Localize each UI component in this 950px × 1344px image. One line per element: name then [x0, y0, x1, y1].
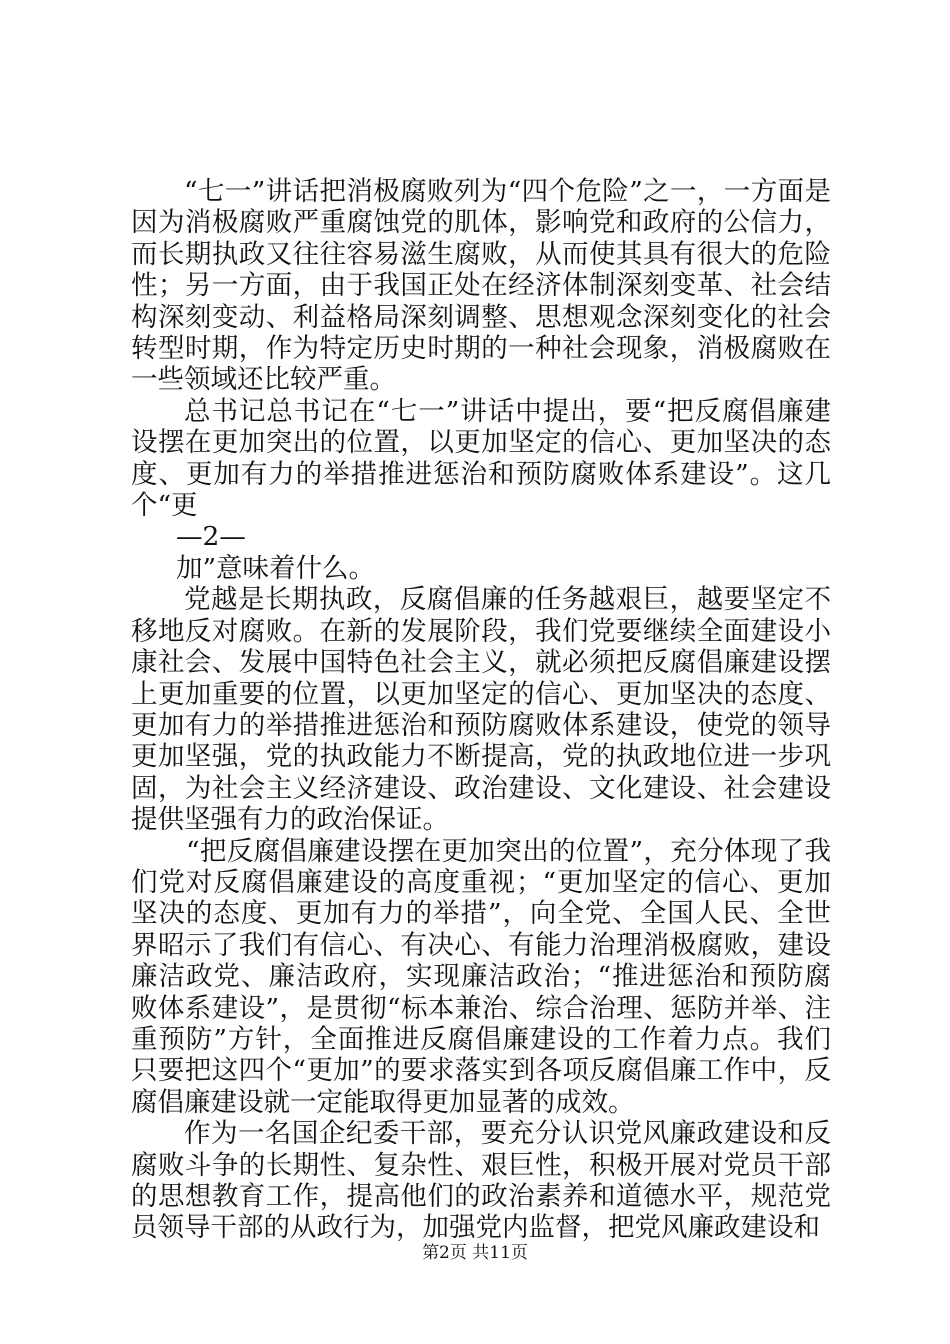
paragraph-4: “把反腐倡廉建设摆在更加突出的位置”，充分体现了我们党对反腐倡廉建设的高度重视；“更加坚定的信心、更加坚决的态度、更加有力的举措”，向全党、全国人民、全世界昭示了我们有信心、有决心、有能力治理消极腐败，建设廉洁政党、廉洁政府，实现廉洁政治；“推进惩治和预防腐败体系建设”，是贯彻“标本兼治、综合治理、惩防并举、注重预防”方针，全面推进反腐倡廉建设的工作着力点。我们只要把这四个“更加”的要求落实到各项反腐倡廉工作中，反腐倡廉建设就一定能取得更加显著的成效。: [131, 835, 831, 1118]
page-footer: 第2页 共11页: [422, 1243, 528, 1263]
paragraph-2-continuation: 加”意味着什么。: [176, 552, 376, 584]
paragraph-3: 党越是长期执政，反腐倡廉的任务越艰巨，越要坚定不移地反对腐败。在新的发展阶段，我们党要继续全面建设小康社会、发展中国特色社会主义，就必须把反腐倡廉建设摆上更加重要的位置，以更加坚定的信心、更加坚决的态度、更加有力的举措推进惩治和预防腐败体系建设，使党的领导更加坚强，党的执政能力不断提高，党的执政地位进一步巩固，为社会主义经济建设、政治建设、文化建设、社会建设提供坚强有力的政治保证。: [131, 584, 831, 836]
paragraph-5: 作为一名国企纪委干部，要充分认识党风廉政建设和反腐败斗争的长期性、复杂性、艰巨性，积极开展对党员干部的思想教育工作，提高他们的政治素养和道德水平，规范党员领导干部的从政行为，加强党内监督，把党风廉政建设和: [131, 1118, 831, 1244]
document-body: [131, 176, 831, 1244]
embedded-page-marker: —2—: [176, 521, 246, 553]
paragraph-2: 总书记总书记在“七一”讲话中提出，要“把反腐倡廉建设摆在更加突出的位置，以更加坚定的信心、更加坚决的态度、更加有力的举措推进惩治和预防腐败体系建设”。这几个“更: [131, 395, 831, 522]
paragraph-1: “七一”讲话把消极腐败列为“四个危险”之一，一方面是因为消极腐败严重腐蚀党的肌体，影响党和政府的公信力，而长期执政又往往容易滋生腐败，从而使其具有很大的危险性；另一方面，由于我国正处在经济体制深刻变革、社会结构深刻变动、利益格局深刻调整、思想观念深刻变化的社会转型时期，作为特定历史时期的一种社会现象，消极腐败在一些领域还比较严重。: [131, 176, 831, 396]
